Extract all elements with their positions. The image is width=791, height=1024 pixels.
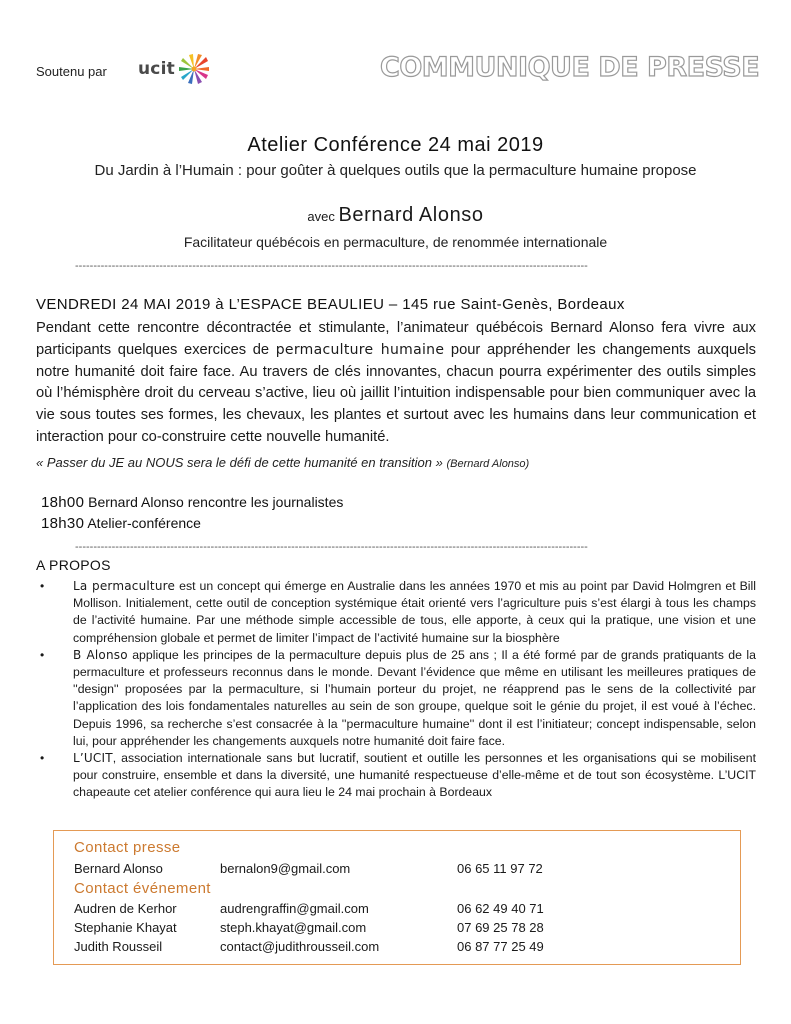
event-contact-heading: Contact événement bbox=[74, 880, 211, 897]
contact-row bbox=[74, 861, 734, 879]
contact-email[interactable]: steph.khayat@gmail.com bbox=[220, 920, 367, 935]
quote-text: « Passer du JE au NOUS sera le défi de cette humanité en transition » bbox=[36, 455, 443, 470]
venue-line: VENDREDI 24 MAI 2019 à L’ESPACE BEAULIEU – 145 rue Saint-Genès, Bordeaux bbox=[36, 296, 625, 313]
item-lead: B Alonso bbox=[73, 647, 128, 662]
contact-phone: 06 87 77 25 49 bbox=[457, 939, 544, 954]
speaker-line bbox=[0, 204, 791, 227]
schedule-item bbox=[41, 494, 343, 511]
contact-email[interactable]: contact@judithrousseil.com bbox=[220, 939, 380, 954]
list-item bbox=[36, 578, 756, 647]
apropos-heading: A PROPOS bbox=[36, 557, 111, 573]
description-emphasis: permaculture humaine bbox=[275, 341, 445, 358]
contact-row bbox=[74, 901, 734, 919]
contact-row bbox=[74, 939, 734, 957]
bullet-icon: • bbox=[40, 579, 45, 593]
apropos-list bbox=[36, 578, 756, 802]
quote bbox=[36, 455, 529, 470]
flower-logo-icon bbox=[177, 52, 211, 86]
press-release-title: COMMUNIQUE DE PRESSE bbox=[380, 52, 760, 83]
separator-line: -------------------------------------------------------------------------------------------------------------------------------------------- bbox=[75, 541, 588, 553]
quote-author: (Bernard Alonso) bbox=[446, 458, 530, 470]
contact-email[interactable]: bernalon9@gmail.com bbox=[220, 861, 351, 876]
press-contact-heading: Contact presse bbox=[74, 839, 181, 856]
bullet-icon: • bbox=[40, 751, 45, 766]
contact-row bbox=[74, 920, 734, 938]
list-item bbox=[36, 647, 756, 750]
schedule-label: Bernard Alonso rencontre les journalistes bbox=[84, 494, 344, 510]
description-part-1: Pendant cette rencontre décontractée et stimulante, l’animateur québécois Bernard Alonso fera vivre aux participants quelques exercices de bbox=[36, 320, 756, 358]
item-lead: La permaculture bbox=[73, 579, 176, 593]
contact-name: Judith Rousseil bbox=[74, 939, 163, 954]
item-text: , association internationale sans but lucratif, soutient et outille les personnes et les organisations qui se mobilisent pour construire, ensemble et dans la diversité, une humanité respectueuse d’elle-même et de tout son écosystème. L’UCIT chapeaute cet atelier conférence qui aura lieu le 24 mai prochain à Bordeaux bbox=[73, 751, 756, 800]
with-prefix: avec bbox=[307, 209, 339, 224]
separator-line: -------------------------------------------------------------------------------------------------------------------------------------------- bbox=[75, 260, 588, 272]
description-paragraph bbox=[36, 318, 756, 449]
logo-text: ucit bbox=[138, 59, 175, 79]
schedule-item bbox=[41, 515, 201, 532]
contact-phone: 06 65 11 97 72 bbox=[457, 861, 543, 876]
ucit-logo bbox=[138, 52, 211, 86]
schedule-time: 18h00 bbox=[41, 494, 85, 511]
supported-by-label: Soutenu par bbox=[36, 64, 107, 79]
schedule-time: 18h30 bbox=[41, 515, 85, 532]
speaker-name: Bernard Alonso bbox=[338, 204, 484, 226]
contact-phone: 07 69 25 78 28 bbox=[457, 920, 544, 935]
speaker-description: Facilitateur québécois en permaculture, de renommée internationale bbox=[183, 234, 608, 250]
list-item bbox=[36, 750, 756, 802]
contact-phone: 06 62 49 40 71 bbox=[457, 901, 544, 916]
contact-box bbox=[53, 830, 741, 965]
schedule-label: Atelier-conférence bbox=[84, 515, 201, 531]
item-text: est un concept qui émerge en Australie dans les années 1970 et mis au point par David Holmgren et Bill Mollison. Initialement, cette outil de conception systémique était orienté vers l’agriculture puis s’est élargi à tous les champs de l’activité humaine. Par une méthode simple accessible de tous, elle apporte, à ceux qui la pratique, une vision et une compréhension globale et permet de limiter l’impact de l’activité humaine sur la biosphère bbox=[73, 579, 757, 645]
bullet-icon: • bbox=[40, 647, 45, 662]
item-text: applique les principes de la permaculture depuis plus de 25 ans ; Il a été formé par de grands pratiquants de la permaculture et professeurs reconnus dans le monde. Devant l’évidence que même en utilisant les meilleures pratiques de ''design'' proposées par la permaculture, si l’humain porteur du projet, ne réapprend pas le sens de la collectivité par l’application des lois fondamentales naturelles au sein de son groupe, quelque soit le génie du projet, il est voué à l’échec. Depuis 1996, sa recherche s’est consacrée à la ''permaculture humaine'' dont il est l’initiateur; concept indispensable, selon lui, pour appréhender les changements auxquels notre humanité doit faire face. bbox=[73, 647, 757, 748]
event-subtitle: Du Jardin à l’Humain : pour goûter à quelques outils que la permaculture humaine propose bbox=[94, 162, 697, 179]
event-title: Atelier Conférence 24 mai 2019 bbox=[247, 134, 544, 156]
contact-name: Stephanie Khayat bbox=[74, 920, 177, 935]
contact-email[interactable]: audrengraffin@gmail.com bbox=[220, 901, 369, 916]
description-part-2: pour appréhender les changements auxquels notre humanité doit faire face. Au travers de clés innovantes, chacun pourra expérimenter des outils simples où l’hémisphère droit du cerveau s’active, lieu où jaillit l’intuition indispensable pour bien communiquer avec la vie sous toutes ses formes, les chevaux, les plantes et surtout avec les humains dans leur communication et interaction pour co-construire cette nouvelle humanité. bbox=[36, 341, 756, 445]
contact-name: Audren de Kerhor bbox=[74, 901, 177, 916]
contact-name: Bernard Alonso bbox=[74, 861, 163, 876]
item-lead: L’UCIT bbox=[73, 751, 113, 766]
